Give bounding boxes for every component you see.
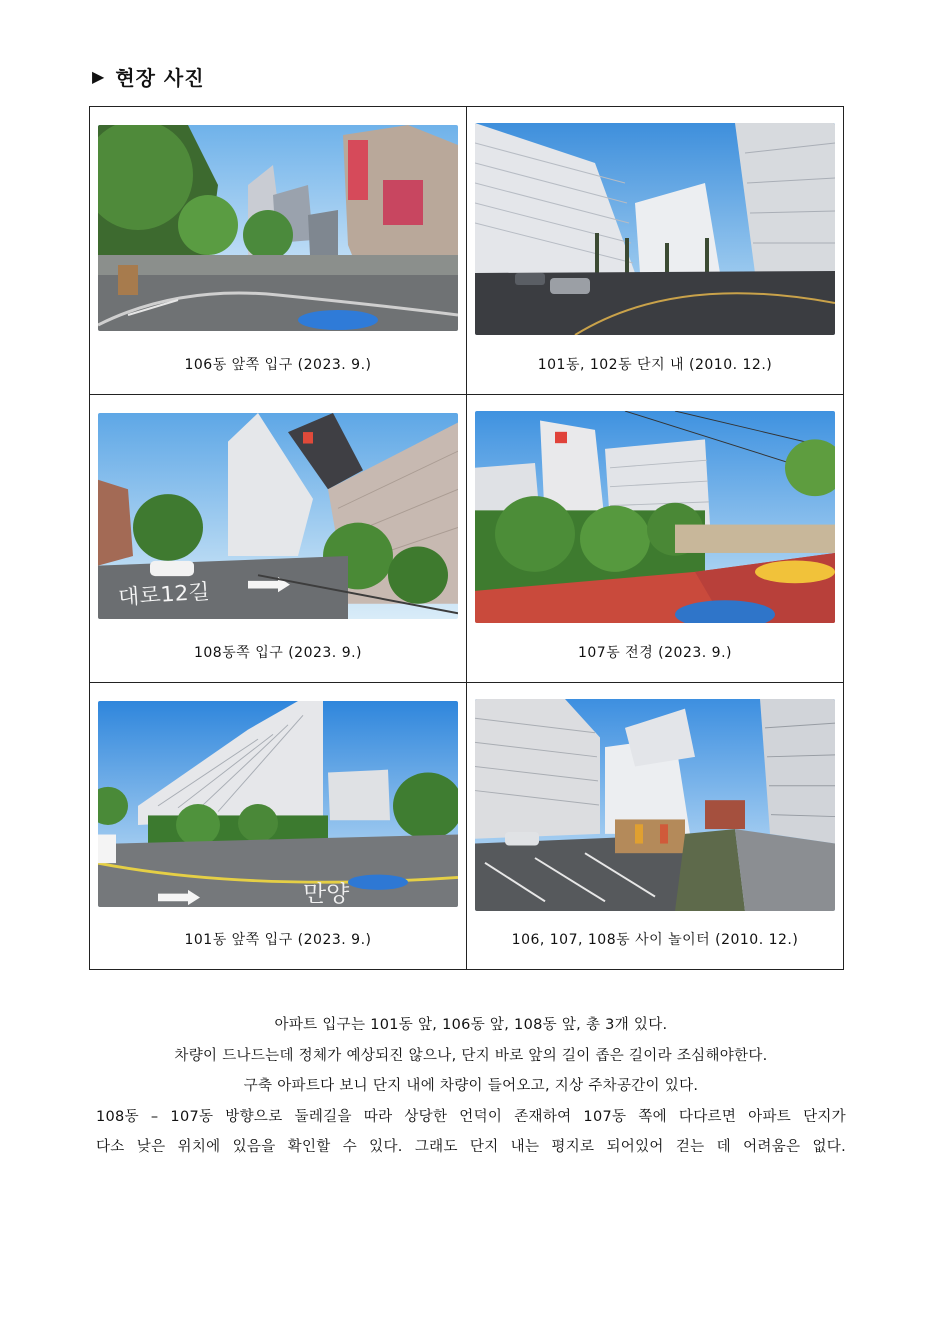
photo-grid xyxy=(89,106,844,970)
description-text xyxy=(96,1010,846,1163)
triangle-bullet-icon: ▶ xyxy=(92,67,106,86)
photo-cell-4 xyxy=(467,395,844,683)
photo-caption-2: 101동, 102동 단지 내 (2010. 12.) xyxy=(537,357,773,373)
description-line-3: 구축 아파트다 보니 단지 내에 차량이 들어오고, 지상 주차공간이 있다. xyxy=(243,1078,699,1094)
section-title-text: 현장 사진 xyxy=(115,66,205,90)
photo-cell-6 xyxy=(467,683,844,970)
street-photo-107-view xyxy=(475,411,835,623)
photo-cell-3 xyxy=(90,395,467,683)
street-photo-playground xyxy=(475,699,835,911)
photo-caption-4: 107동 전경 (2023. 9.) xyxy=(577,645,732,661)
photo-caption-5: 101동 앞쪽 입구 (2023. 9.) xyxy=(184,932,372,948)
street-photo-108-entrance xyxy=(98,413,458,619)
section-title xyxy=(92,62,205,91)
photo-cell-5 xyxy=(90,683,467,970)
photo-cell-2 xyxy=(467,107,844,395)
photo-caption-3: 108동쪽 입구 (2023. 9.) xyxy=(193,645,363,661)
description-line-5: 다소 낮은 위치에 있음을 확인할 수 있다. 그래도 단지 내는 평지로 되어있어 걷는 데 어려움은 없다. xyxy=(96,1139,846,1155)
photo-caption-1: 106동 앞쪽 입구 (2023. 9.) xyxy=(184,357,372,373)
street-photo-101-entrance xyxy=(98,701,458,907)
street-photo-101-102-complex xyxy=(475,123,835,335)
street-photo-106-entrance xyxy=(98,125,458,331)
description-line-2: 차량이 드나드는데 정체가 예상되진 않으나, 단지 바로 앞의 길이 좁은 길이라 조심해야한다. xyxy=(174,1047,768,1064)
road-marking-text: 대로12길 xyxy=(117,579,211,611)
photo-cell-1 xyxy=(90,107,467,395)
photo-caption-6: 106, 107, 108동 사이 놀이터 (2010. 12.) xyxy=(511,932,799,948)
description-line-1: 아파트 입구는 101동 앞, 106동 앞, 108동 앞, 총 3개 있다. xyxy=(274,1017,668,1033)
road-marking-text: 만양 xyxy=(303,879,350,907)
description-line-4: 108동 – 107동 방향으로 둘레길을 따라 상당한 언덕이 존재하여 107동 쪽에 다다르면 아파트 단지가 xyxy=(96,1108,846,1125)
